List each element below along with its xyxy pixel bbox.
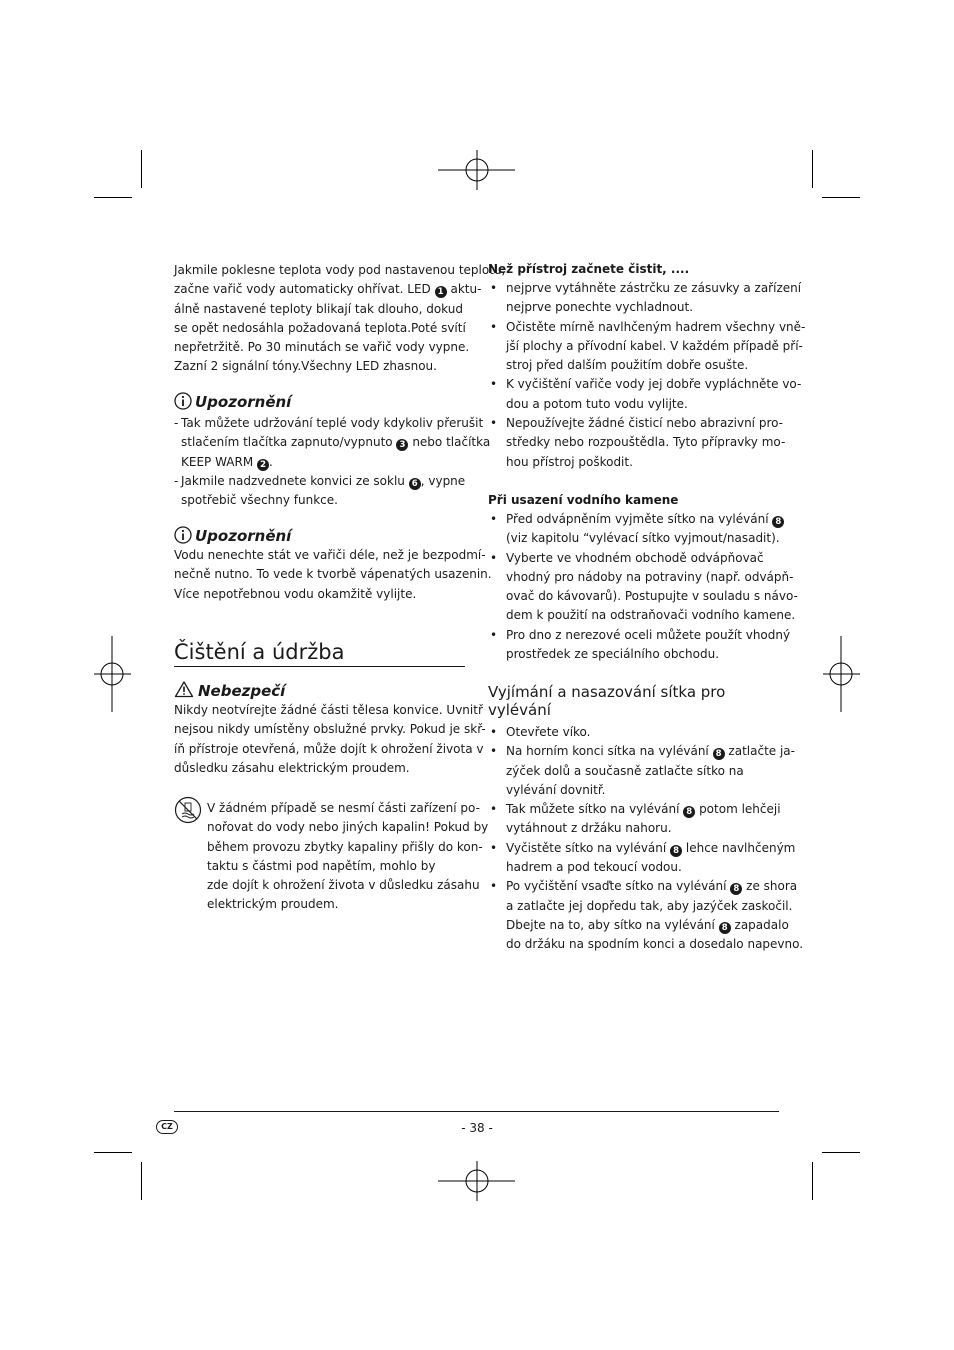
- keep-warm-number-badge: 2: [257, 459, 269, 471]
- note-2-heading: [174, 526, 466, 546]
- danger-heading: [174, 680, 466, 701]
- strainer-number-badge: 8: [713, 748, 725, 760]
- immersion-line: nořovat do vody nebo jiných kapalin! Pokud by: [207, 820, 489, 835]
- note-1-item: - Jakmile nadzvednete konvici ze soklu 6 , vypne spotřebič všechny funkce.: [174, 473, 466, 508]
- list-item: • Po vyčištění vsaďte sítko na vylévání 8 ze shora a zatlačte jej dopředu tak, aby jazýček zaskočil. Dbejte na to, aby sítko na vylévání 8 zapadalo do držáku na spodním konci a dosedalo napevno.: [488, 877, 780, 954]
- note-1-item: - Tak můžete udržování teplé vody kdykoliv přerušit stlačením tlačítka zapnuto/vypnuto 3 nebo tlačítka KEEP WARM 2 .: [174, 416, 491, 470]
- danger-line: Nikdy neotvírejte žádné části tělesa konvice. Uvnitř: [174, 703, 483, 717]
- list-item: • Nepoužívejte žádné čisticí nebo abrazivní pro- středky nebo rozpouštědla. Tyto přípravky mo- hou přístroj poškodit.: [488, 414, 780, 472]
- strainer-number-badge: 8: [730, 883, 742, 895]
- footer-rule: [174, 1111, 779, 1112]
- page-number: - 38 -: [461, 1121, 493, 1135]
- list-item: • Tak můžete sítko na vylévání 8 potom lehčeji vytáhnout z držáku nahoru.: [488, 800, 780, 839]
- note-2-line: nečně nutno. To vede k tvorbě vápenatých usazenin.: [174, 567, 492, 582]
- immersion-line: elektrickým proudem.: [207, 897, 339, 912]
- strainer-block: [488, 683, 804, 955]
- note-2-line: Více nepotřebnou vodu okamžitě vylijte.: [174, 586, 417, 601]
- note-1-title: Upozornění: [195, 393, 292, 411]
- list-item: • Očistěte mírně navlhčeným hadrem všechny vně- jší plochy a přívodní kabel. V každém případě pří- stroj před dalším použitím dobře osušte.: [488, 318, 780, 376]
- section-title: Čištění a údržba: [174, 640, 345, 664]
- immersion-line: taktu s částmi pod napětím, mohlo by: [207, 858, 436, 873]
- intro-line: se opět nedosáhla požadovaná teplota.Poté svítí: [174, 320, 466, 335]
- immersion-warning-text: [207, 799, 489, 915]
- note-1-heading: [174, 392, 466, 412]
- base-number-badge: 6: [409, 478, 421, 490]
- led-number-badge: 1: [435, 286, 447, 298]
- immersion-line: během provozu zbytky kapaliny přišly do kon-: [207, 839, 483, 854]
- strainer-number-badge: 8: [719, 922, 731, 934]
- before-cleaning-block: [488, 260, 806, 472]
- immersion-line: V žádném případě se nesmí části zařízení po-: [207, 801, 480, 815]
- warning-triangle-icon: [174, 680, 194, 698]
- strainer-number-badge: 8: [772, 516, 784, 528]
- intro-line: Jakmile poklesne teplota vody pod nastavenou teplotu,: [174, 263, 506, 277]
- note-2: [174, 526, 492, 604]
- list-item: • Pro dno z nerezové oceli můžete použít vhodný prostředek ze speciálního obchodu.: [488, 626, 780, 665]
- list-item: • K vyčištění vařiče vody jej dobře vypláchněte vo- dou a potom tuto vodu vylijte.: [488, 375, 780, 414]
- strainer-number-badge: 8: [670, 845, 682, 857]
- list-item: • Před odvápněním vyjměte sítko na vylévání 8 (viz kapitolu “vylévací sítko vyjmout/nasadit).: [488, 510, 780, 549]
- before-cleaning-title: Než přístroj začnete čistit, ....: [488, 262, 690, 276]
- list-item: • nejprve vytáhněte zástrčku ze zásuvky a zařízení nejprve ponechte vychladnout.: [488, 279, 780, 318]
- danger-block: [174, 680, 486, 778]
- list-item: • Vyčistěte sítko na vylévání 8 lehce navlhčeným hadrem a pod tekoucí vodou.: [488, 839, 780, 878]
- danger-title: Nebezpečí: [198, 682, 286, 700]
- language-badge: CZ: [156, 1120, 178, 1134]
- danger-line: íň přístroje otevřená, může dojít k ohrožení života v: [174, 741, 484, 756]
- list-item: • Vyberte ve vhodném obchodě odvápňovač vhodný pro nádoby na potraviny (např. odvápň- ovač do kávovarů). Postupujte v souladu s návo- dem k použití na odstraňovači vodního kamene.: [488, 549, 780, 626]
- note-2-title: Upozornění: [195, 527, 292, 545]
- intro-line: álně nastavené teploty blikají tak dlouho, dokud: [174, 301, 463, 316]
- danger-line: důsledku zásahu elektrickým proudem.: [174, 760, 410, 775]
- list-item: • Otevřete víko.: [488, 723, 780, 742]
- strainer-title: Vyjímání a nasazování sítka pro vylévání: [488, 683, 726, 719]
- info-icon: [174, 392, 192, 410]
- strainer-number-badge: 8: [683, 806, 695, 818]
- limescale-title: Při usazení vodního kamene: [488, 493, 679, 507]
- section-divider: [174, 666, 465, 667]
- power-button-number-badge: 3: [396, 439, 408, 451]
- intro-line: Zazní 2 signální tóny.Všechny LED zhasnou.: [174, 359, 437, 374]
- immersion-line: zde dojít k ohrožení života v důsledku zásahu: [207, 878, 480, 893]
- limescale-block: [488, 491, 798, 664]
- note-2-line: Vodu nenechte stát ve vařiči déle, než je bezpodmí-: [174, 548, 486, 562]
- list-item: • Na horním konci sítka na vylévání 8 zatlačte ja- zýček dolů a současně zatlačte sítko na vylévání dovnitř.: [488, 742, 780, 800]
- info-icon: [174, 526, 192, 544]
- intro-line: nepřetržitě. Po 30 minutách se vařič vody vypne.: [174, 340, 470, 355]
- intro-paragraph: [174, 261, 506, 377]
- danger-line: nejsou nikdy umístěny obslužné prvky. Pokud je skř-: [174, 722, 486, 737]
- no-immersion-icon: [174, 796, 202, 824]
- note-1: [174, 392, 491, 510]
- intro-line: začne vařič vody automaticky ohřívat. LED 1 aktu-: [174, 282, 482, 298]
